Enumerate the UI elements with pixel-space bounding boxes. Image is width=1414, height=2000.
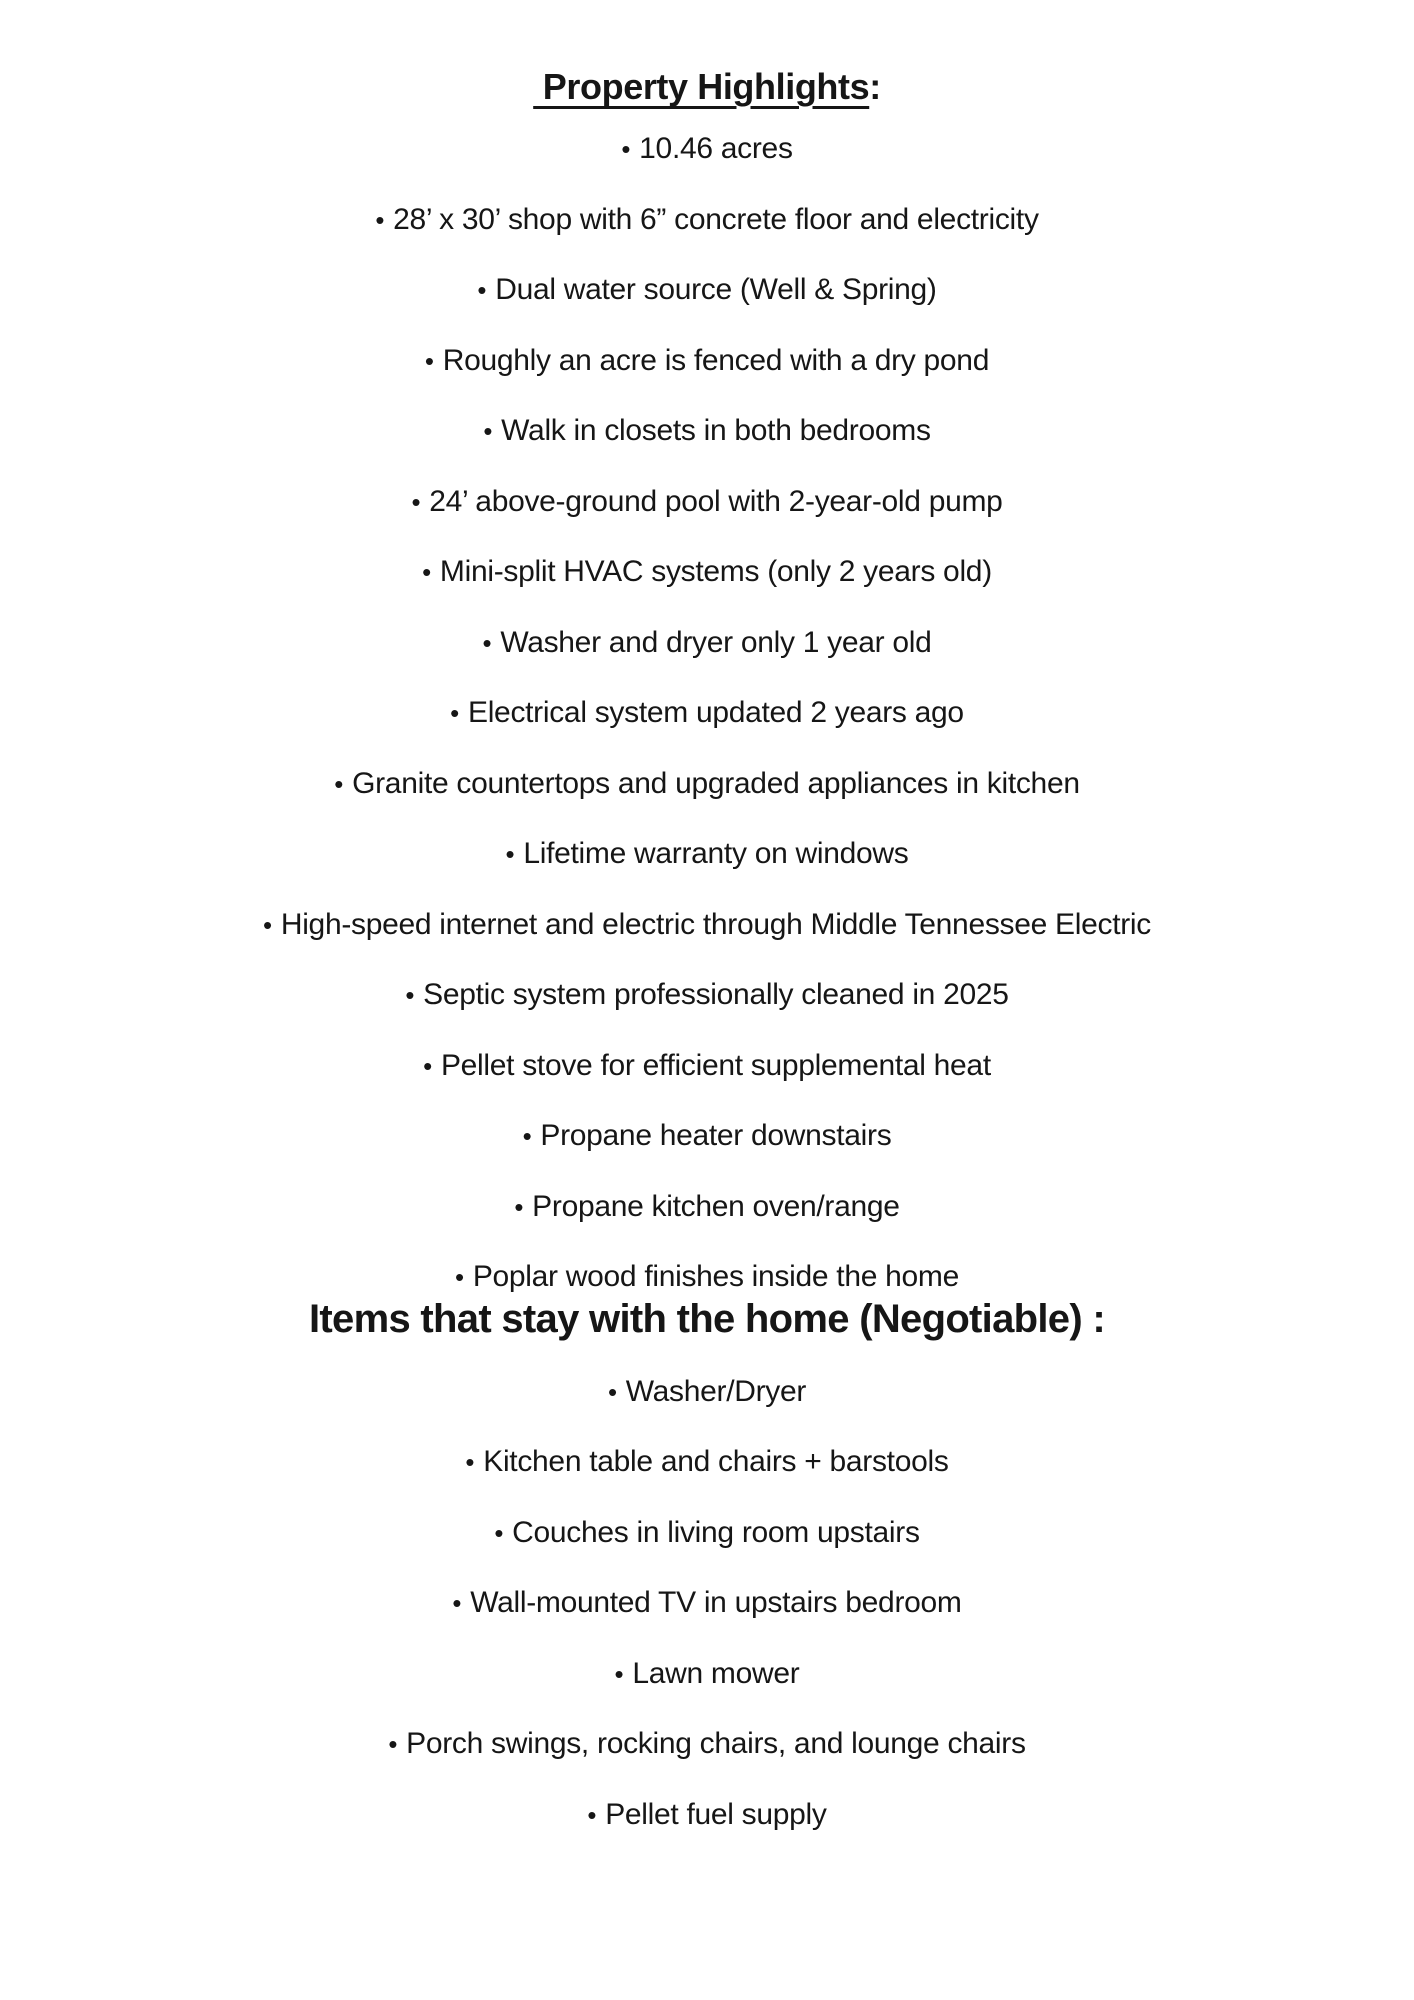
bullet-icon: • bbox=[411, 486, 421, 517]
bullet-icon: • bbox=[482, 627, 492, 658]
page-title bbox=[0, 60, 1414, 114]
bullet-icon: • bbox=[422, 557, 431, 587]
list-item-text: Washer and dryer only 1 year old bbox=[500, 625, 932, 659]
list-item-text: Electrical system updated 2 years ago bbox=[467, 696, 964, 729]
list-item-text: Porch swings, rocking chairs, and lounge chairs bbox=[406, 1727, 1026, 1760]
list-item bbox=[0, 1031, 1414, 1102]
list-item-text: 28’ x 30’ shop with 6” concrete floor and electricity bbox=[393, 202, 1039, 236]
list-item bbox=[0, 678, 1414, 749]
page-title-colon: : bbox=[869, 66, 881, 107]
list-item bbox=[0, 1101, 1414, 1172]
list-item bbox=[0, 1172, 1414, 1243]
list-item-text: Septic system professionally cleaned in 2025 bbox=[423, 978, 1009, 1011]
bullet-icon: • bbox=[388, 1729, 398, 1759]
list-item bbox=[0, 185, 1414, 256]
negotiable-items-heading: Items that stay with the home (Negotiable) : bbox=[309, 1296, 1105, 1341]
list-item-text: Lifetime warranty on windows bbox=[523, 837, 909, 870]
negotiable-items-list bbox=[0, 1357, 1414, 1851]
bullet-icon: • bbox=[465, 1447, 475, 1477]
bullet-icon: • bbox=[621, 134, 631, 164]
list-item-text: 24’ above-ground pool with 2-year-old pump bbox=[429, 484, 1003, 518]
list-item bbox=[0, 1427, 1414, 1498]
bullet-icon: • bbox=[263, 909, 272, 940]
list-item-text: Poplar wood finishes inside the home bbox=[472, 1260, 959, 1293]
list-item bbox=[0, 1357, 1414, 1428]
list-item-text: Propane heater downstairs bbox=[540, 1119, 892, 1152]
list-item-text: Pellet fuel supply bbox=[605, 1797, 827, 1831]
list-item-text: 10.46 acres bbox=[639, 132, 793, 165]
bullet-icon: • bbox=[614, 1658, 624, 1689]
list-item-text: Wall-mounted TV in upstairs bedroom bbox=[470, 1586, 962, 1619]
list-item bbox=[0, 819, 1414, 890]
bullet-icon: • bbox=[375, 204, 385, 235]
bullet-icon: • bbox=[483, 416, 493, 446]
list-item-text: Kitchen table and chairs + barstools bbox=[483, 1445, 949, 1478]
list-item bbox=[0, 960, 1414, 1031]
bullet-icon: • bbox=[587, 1799, 597, 1830]
list-item-text: Propane kitchen oven/range bbox=[532, 1189, 900, 1223]
bullet-icon: • bbox=[494, 1517, 504, 1548]
list-item-text: Roughly an acre is fenced with a dry pond bbox=[442, 343, 990, 377]
list-item bbox=[0, 749, 1414, 820]
list-item bbox=[0, 396, 1414, 467]
bullet-icon: • bbox=[452, 1588, 462, 1618]
bullet-icon: • bbox=[522, 1121, 532, 1151]
bullet-icon: • bbox=[607, 1376, 617, 1407]
list-item bbox=[0, 467, 1414, 538]
bullet-icon: • bbox=[334, 768, 344, 799]
list-item-text: Granite countertops and upgraded appliances in kitchen bbox=[352, 766, 1080, 800]
bullet-icon: • bbox=[405, 980, 415, 1010]
list-item bbox=[0, 326, 1414, 397]
page-title-underlined-text: Property Highlights bbox=[533, 66, 870, 107]
list-item-text: High-speed internet and electric through Middle Tennessee Electric bbox=[280, 907, 1151, 941]
list-item bbox=[0, 537, 1414, 608]
bullet-icon: • bbox=[450, 698, 459, 728]
property-highlights-list bbox=[0, 114, 1414, 1313]
bullet-icon: • bbox=[477, 275, 487, 305]
list-item-text: Dual water source (Well & Spring) bbox=[495, 273, 937, 306]
list-item-text: Washer/Dryer bbox=[625, 1374, 807, 1408]
list-item-text: Mini-split HVAC systems (only 2 years old) bbox=[439, 555, 992, 588]
list-item-text: Couches in living room upstairs bbox=[512, 1515, 920, 1549]
list-item bbox=[0, 890, 1414, 961]
list-item bbox=[0, 1639, 1414, 1710]
list-item bbox=[0, 608, 1414, 679]
bullet-icon: • bbox=[514, 1191, 524, 1222]
list-item-text: Pellet stove for efficient supplemental heat bbox=[440, 1048, 991, 1082]
list-item bbox=[0, 1498, 1414, 1569]
list-item bbox=[0, 1568, 1414, 1639]
list-item-text: Lawn mower bbox=[632, 1656, 800, 1690]
bullet-icon: • bbox=[455, 1262, 464, 1292]
list-item bbox=[0, 114, 1414, 185]
bullet-icon: • bbox=[423, 1050, 432, 1081]
list-item bbox=[0, 1780, 1414, 1851]
list-item bbox=[0, 255, 1414, 326]
bullet-icon: • bbox=[505, 839, 515, 869]
list-item-text: Walk in closets in both bedrooms bbox=[501, 414, 931, 447]
bullet-icon: • bbox=[424, 345, 434, 376]
list-item bbox=[0, 1709, 1414, 1780]
